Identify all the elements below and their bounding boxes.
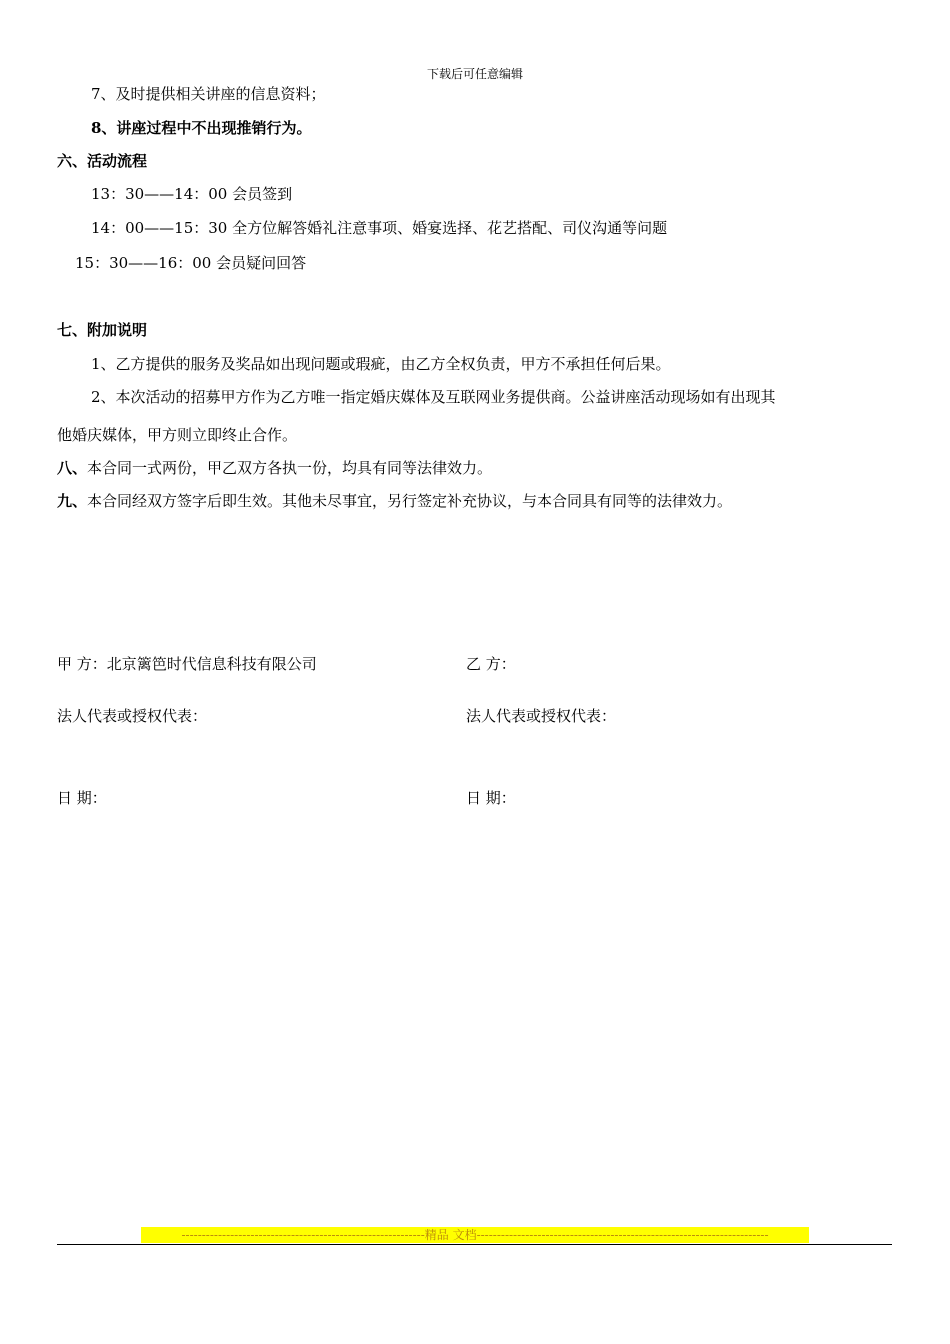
section-8 (57, 458, 492, 478)
section-8-text: 本合同一式两份，甲乙双方各执一份，均具有同等法律效力。 (87, 459, 493, 477)
section-6-title: 六、活动流程 (57, 152, 148, 170)
item-7: 7、及时提供相关讲座的信息资料； (91, 85, 326, 103)
section-9 (57, 491, 732, 511)
party-b-label: 乙 方： (466, 655, 516, 673)
schedule-item-2: 14：00——15：30 全方位解答婚礼注意事项、婚宴选择、花艺搭配、司仪沟通等问题 (91, 219, 668, 237)
schedule-item-3: 15：30——16：00 会员疑问回答 (75, 254, 307, 272)
schedule-item-1: 13：30——14：00 会员签到 (91, 185, 293, 203)
party-a-date: 日 期： (57, 789, 107, 807)
section-7-clause-2-line-1: 2、本次活动的招募甲方作为乙方唯一指定婚庆媒体及互联网业务提供商。公益讲座活动现场如有出现其 (91, 388, 776, 406)
party-b-representative: 法人代表或授权代表： (466, 707, 617, 725)
section-7-title: 七、附加说明 (57, 321, 148, 339)
footer-divider (57, 1244, 892, 1245)
party-a-representative: 法人代表或授权代表： (57, 707, 208, 725)
section-7-clause-2-line-2: 他婚庆媒体，甲方则立即终止合作。 (57, 426, 298, 444)
section-9-text: 本合同经双方签字后即生效。其他未尽事宜，另行签定补充协议，与本合同具有同等的法律效力。 (87, 492, 733, 510)
section-7-clause-1: 1、乙方提供的服务及奖品如出现问题或瑕疵，由乙方全权负责，甲方不承担任何后果。 (91, 355, 671, 373)
party-a-label: 甲 方：北京篱笆时代信息科技有限公司 (57, 655, 317, 673)
party-b-date: 日 期： (466, 789, 516, 807)
footer-banner: ------------------------------------------------------------精品 文档------------------------------------------------------------------------ (141, 1227, 809, 1243)
header-note: 下载后可任意编辑 (426, 67, 523, 81)
section-9-prefix: 九、 (57, 492, 88, 510)
item-8: 8、讲座过程中不出现推销行为。 (91, 119, 312, 137)
section-8-prefix: 八、 (57, 459, 88, 477)
